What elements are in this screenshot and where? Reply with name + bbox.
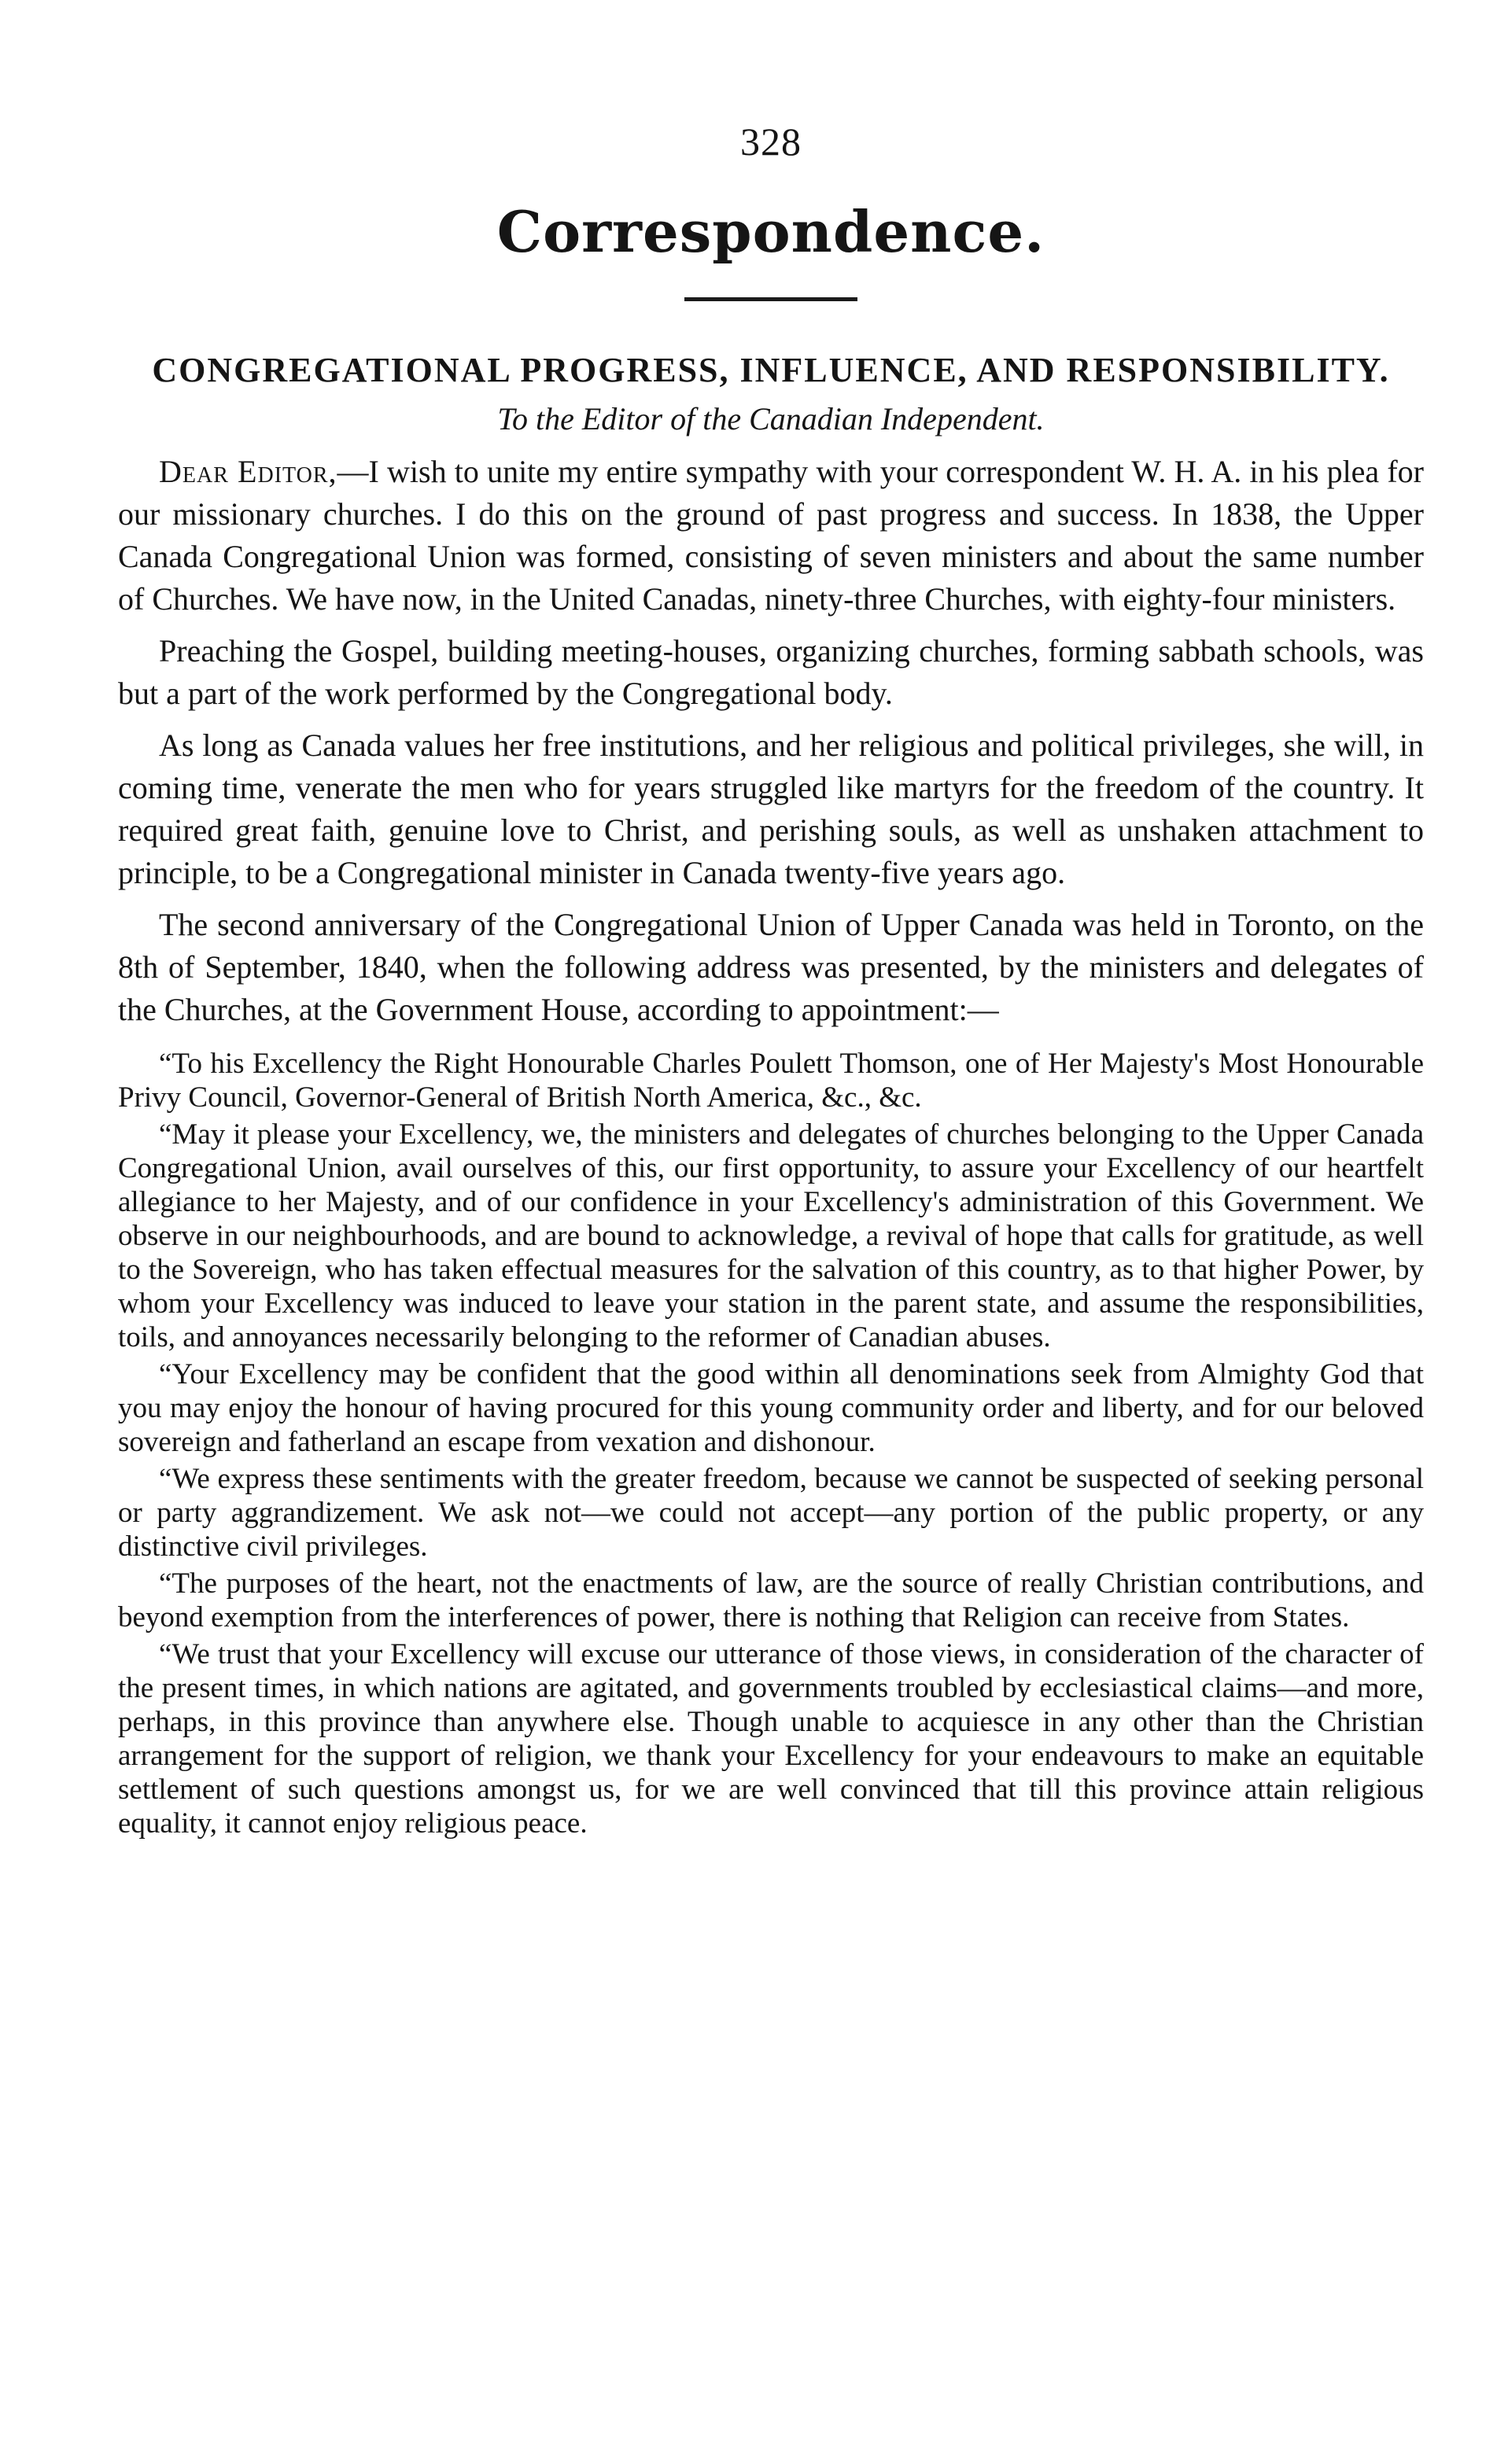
article-body (118, 451, 1424, 1031)
article-addressee: To the Editor of the Canadian Independent. (497, 401, 1045, 436)
address-paragraph-5: “The purposes of the heart, not the enactments of law, are the source of really Christian contributions, and beyond exemption from the interferences of power, there is nothing that Religion can receive from States. (118, 1567, 1424, 1633)
salutation: Dear Editor, (159, 454, 337, 489)
address-paragraph-2: “May it please your Excellency, we, the ministers and delegates of churches belonging to the Upper Canada Congregational Union, avail ourselves of this, our first opportunity, to assure your Excellency of our heartfelt allegiance to her Majesty, and of our confidence in your Excellency's administration of this Government. We observe in our neighbourhoods, and are bound to acknowledge, a revival of hope that calls for gratitude, as well to the Sovereign, who has taken effectual measures for the salvation of this country, as to that higher Power, by whom your Excellency was induced to leave your station in the parent state, and assume the responsibilities, toils, and annoyances necessarily belonging to the reformer of Canadian abuses. (118, 1118, 1424, 1354)
address-paragraph-4: “We express these sentiments with the greater freedom, because we cannot be suspected of seeking personal or party aggrandizement. We ask not—we could not accept—any portion of the public property, or any distinctive civil privileges. (118, 1463, 1424, 1563)
article-paragraph-2: Preaching the Gospel, building meeting-houses, organizing churches, forming sabbath schools, was but a part of the work performed by the Congregational body. (118, 633, 1424, 711)
article-title: CONGREGATIONAL PROGRESS, INFLUENCE, AND RESPONSIBILITY. (152, 351, 1390, 389)
section-divider (684, 297, 857, 301)
page-number: 328 (740, 120, 802, 164)
article-paragraph-4: The second anniversary of the Congregational Union of Upper Canada was held in Toronto, on the 8th of September, 1840, when the following address was presented, by the ministers and delegates of the Churches, at the Government House, according to appointment:— (118, 907, 1424, 1027)
address-paragraph-6: “We trust that your Excellency will excuse our utterance of those views, in consideration of the character of the present times, in which nations are agitated, and governments troubled by ecclesiastical claims—and more, perhaps, in this province than anywhere else. Though unable to acquiesce in any other than the Christian arrangement for the support of religion, we thank your Excellency for your endeavours to make an equitable settlement of such questions amongst us, for we are well convinced that till this province attain religious equality, it cannot enjoy religious peace. (118, 1638, 1424, 1840)
address-paragraph-1: “To his Excellency the Right Honourable Charles Poulett Thomson, one of Her Majesty's Most Honourable Privy Council, Governor-General of British North America, &c., &c. (118, 1048, 1424, 1114)
page (118, 118, 1424, 1843)
section-heading: Correspondence. (496, 198, 1045, 265)
article-paragraph-3: As long as Canada values her free institutions, and her religious and political privileges, she will, in coming time, venerate the men who for years struggled like martyrs for the freedom of the country. It required great faith, genuine love to Christ, and perishing souls, as well as unshaken attachment to principle, to be a Congregational minister in Canada twenty-five years ago. (118, 727, 1424, 890)
article-paragraph-1 (118, 451, 1424, 621)
paragraph-text: —I wish to unite my entire sympathy with your correspondent W. H. A. in his plea for our missionary churches. I do this on the ground of past progress and success. In 1838, the Upper Canada Congregational Union was formed, consisting of seven ministers and about the same number of Churches. We have now, in the United Canadas, ninety-three Churches, with eighty-four ministers. (118, 454, 1425, 617)
address-paragraph-3: “Your Excellency may be confident that the good within all denominations seek from Almighty God that you may enjoy the honour of having procured for this young community order and liberty, and for our beloved sovereign and fatherland an escape from vexation and dishonour. (118, 1358, 1424, 1458)
quoted-address (118, 1047, 1424, 1840)
